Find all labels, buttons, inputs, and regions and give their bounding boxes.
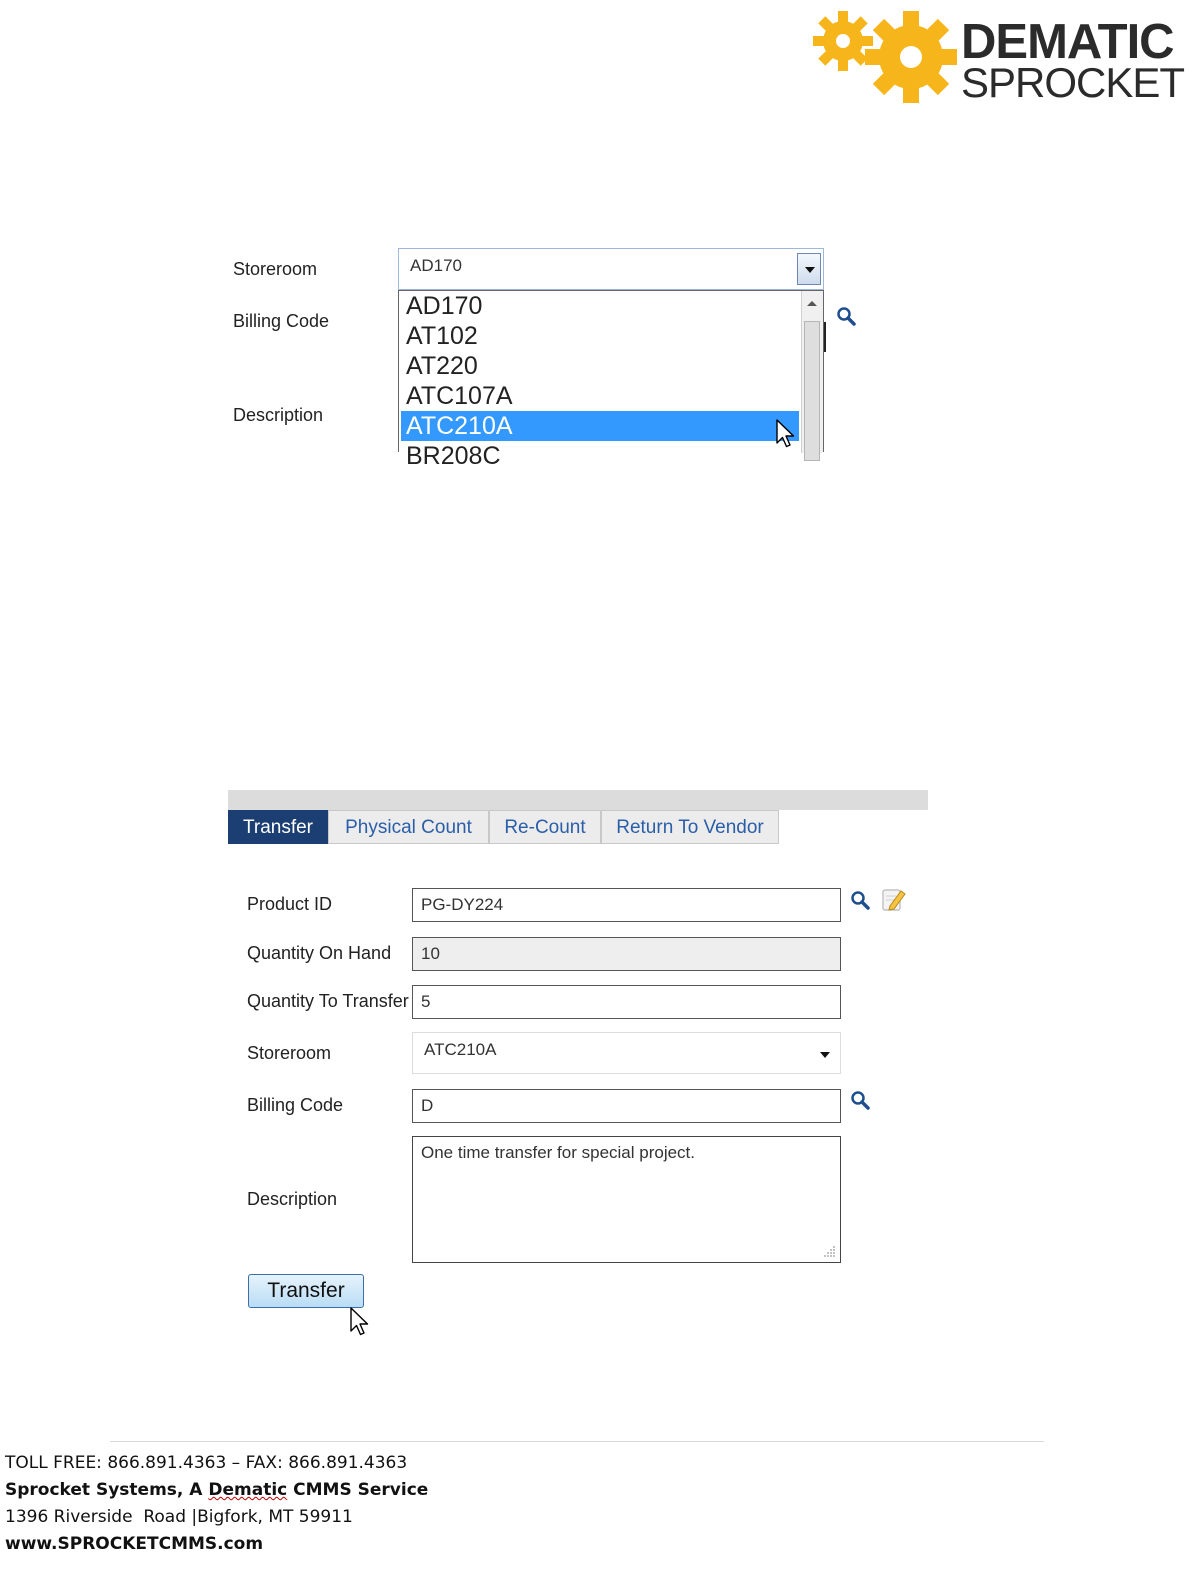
resize-grip-icon[interactable] [822, 1244, 836, 1258]
description-textarea[interactable] [412, 1136, 841, 1263]
storeroom-option[interactable]: AT102 [406, 322, 478, 350]
storeroom-option[interactable]: ATC107A [406, 382, 513, 410]
options-scrollbar[interactable] [801, 291, 823, 453]
footer-company-line [5, 1477, 428, 1504]
large-gear-icon [864, 10, 958, 104]
logo-text-sprocket: SPROCKET [961, 59, 1185, 106]
quantity-to-transfer-label: Quantity To Transfer [247, 991, 409, 1011]
product-id-input[interactable] [412, 888, 841, 922]
storeroom-combobox-value: AD170 [410, 256, 462, 275]
quantity-to-transfer-input[interactable] [412, 985, 841, 1019]
storeroom-select[interactable] [412, 1032, 841, 1074]
tab-strip-header [228, 790, 928, 810]
storeroom-label: Storeroom [233, 259, 318, 279]
mouse-cursor-icon [776, 419, 796, 449]
billing-code-label: Billing Code [247, 1095, 344, 1115]
chevron-down-icon[interactable] [820, 1052, 830, 1058]
mouse-cursor-icon [350, 1307, 370, 1337]
tab-return-to-vendor[interactable]: Return To Vendor [601, 810, 779, 844]
storeroom-label: Storeroom [247, 1043, 332, 1063]
description-text: One time transfer for special project. [421, 1143, 696, 1162]
footer [5, 1450, 428, 1558]
footer-divider [110, 1441, 1044, 1442]
storeroom-option[interactable]: AT220 [406, 352, 478, 380]
search-icon[interactable] [836, 306, 856, 326]
description-label: Description [247, 1189, 338, 1209]
footer-address-line: 1396 Riverside Road |Bigfork, MT 59911 [5, 1507, 353, 1527]
quantity-on-hand-label: Quantity On Hand [247, 943, 392, 963]
tab-physical-count[interactable]: Physical Count [328, 810, 489, 844]
storeroom-options-list[interactable] [398, 290, 824, 470]
storeroom-select-value: ATC210A [424, 1040, 497, 1059]
footer-company-prefix: Sprocket Systems, A [5, 1480, 209, 1500]
dropdown-arrow-button[interactable] [797, 253, 821, 285]
footer-company-dematic: Dematic [208, 1480, 288, 1500]
billing-code-input[interactable] [412, 1089, 841, 1123]
footer-phone-line: TOLL FREE: 866.891.4363 – FAX: 866.891.4363 [5, 1453, 408, 1473]
tab-transfer[interactable]: Transfer [228, 810, 328, 844]
footer-company-suffix: CMMS Service [287, 1480, 429, 1500]
dematic-sprocket-logo [812, 8, 1185, 106]
edit-note-icon[interactable] [880, 885, 908, 913]
transfer-button[interactable]: Transfer [248, 1274, 364, 1308]
quantity-on-hand-field [412, 937, 841, 971]
search-icon[interactable] [850, 890, 870, 910]
logo-text-dematic: DEMATIC [961, 15, 1174, 69]
scrollbar-thumb[interactable] [804, 321, 820, 461]
scroll-up-icon[interactable] [807, 301, 817, 306]
footer-website-link[interactable]: www.SPROCKETCMMS.com [5, 1534, 264, 1554]
tab-re-count[interactable]: Re-Count [489, 810, 601, 844]
product-id-label: Product ID [247, 894, 333, 914]
description-label: Description [233, 405, 324, 425]
search-icon[interactable] [850, 1090, 870, 1110]
billing-code-label: Billing Code [233, 311, 330, 331]
storeroom-option-highlighted[interactable]: ATC210A [401, 411, 799, 441]
storeroom-option[interactable]: AD170 [406, 292, 483, 320]
storeroom-combobox[interactable] [398, 248, 824, 290]
storeroom-option[interactable]: BR208C [406, 442, 501, 470]
